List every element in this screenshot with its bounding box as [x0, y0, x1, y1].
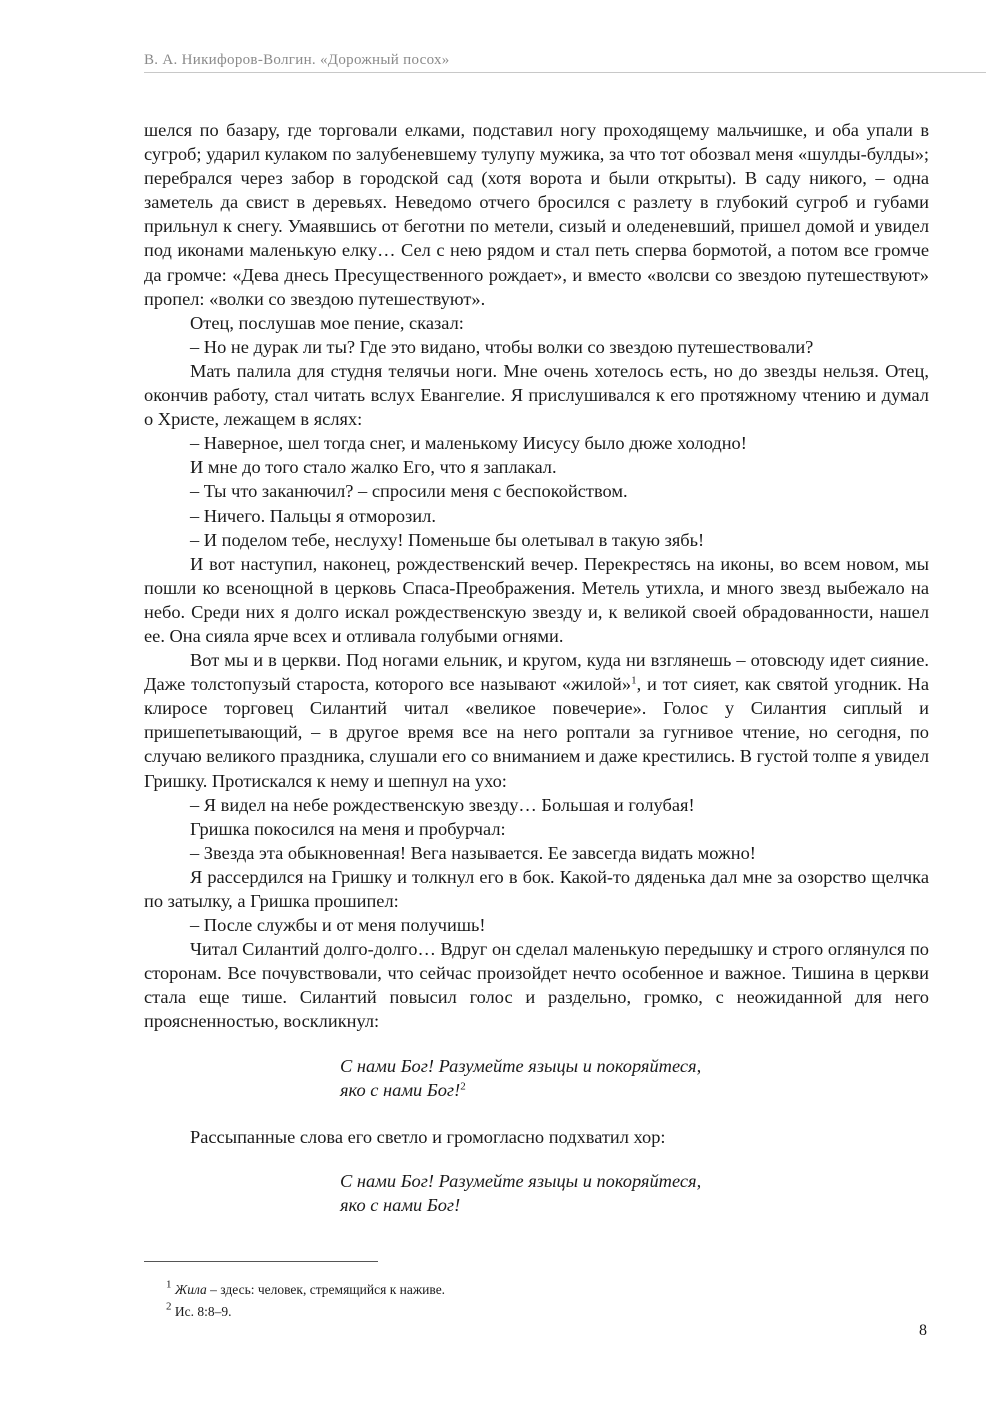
footnotes: [166, 1279, 445, 1323]
footnote-ref-2[interactable]: 2: [460, 1080, 466, 1093]
paragraph: Мать палила для студня телячьи ноги. Мне очень хотелось есть, но до звезды нельзя. Отец, окончив работу, стал читать вслух Евангелие. Я прислушивался к его протяжному чтению и думал о Христе, лежащем в яслях:: [144, 360, 929, 430]
paragraph: шелся по базару, где торговали елками, подставил ногу проходящему мальчишке, и оба упали в сугроб; ударил кулаком по залубеневшему тулупу мужика, за что тот обозвал меня «шулды-булды»; перебрался через забор в городской сад (хотя ворота и были открыты). В саду никого, – одна заметель да свист в деревьях. Неведомо отчего бросился с разлету в глубокий сугроб и губами прильнул к снегу. Умаявшись от беготни по метели, сизый и оледеневший, пришел домой и увидел под иконами маленькую елку… Сел с нею рядом и стал петь сперва бормотой, а потом все громче да громче: «Дева днесь Пресущественного рождает», и вместо «волсви со звездою путешествуют» пропел: «волки со звездою путешествуют».: [144, 120, 929, 309]
paragraph: Гришка покосился на меня и пробурчал:: [190, 818, 506, 839]
verse-line: [340, 1078, 929, 1103]
running-header: В. А. Никифоров-Волгин. «Дорожный посох»: [144, 52, 450, 68]
paragraph: И мне до того стало жалко Его, что я заплакал.: [190, 457, 557, 478]
paragraph: Читал Силантий долго-долго… Вдруг он сделал маленькую передышку и строго оглянулся по сторонам. Все почувствовали, что сейчас произойдет нечто особенное и важное. Тишина в церкви стала еще тише. Силантий повысил голос и раздельно, громко, с неожиданной для него проясненностью, воскликнул:: [144, 939, 929, 1032]
verse-quote-2: [340, 1169, 929, 1218]
footnote-divider: [144, 1261, 378, 1262]
footnote-term: Жила: [174, 1282, 207, 1297]
paragraph: – После службы и от меня получишь!: [190, 915, 486, 936]
page-body: [144, 118, 929, 1240]
paragraph: – Ничего. Пальцы я отморозил.: [190, 505, 436, 526]
footnote-ref-1[interactable]: 1: [631, 674, 637, 687]
verse-quote-1: [340, 1054, 929, 1103]
verse-line: яко с нами Бог!: [340, 1195, 461, 1216]
paragraph: – Звезда эта обыкновенная! Вега называется. Ее завсегда видать можно!: [190, 842, 756, 863]
paragraph-text: Вот мы и в церкви. Под ногами ельник, и кругом, куда ни взглянешь – отовсюду идет сияние. Даже толстопузый староста, которого все называют «жилой»: [144, 650, 929, 695]
paragraph: Я рассердился на Гришку и толкнул его в бок. Какой-то дяденька дал мне за озорство щелчка по затылку, а Гришка прошипел:: [144, 866, 929, 911]
footnote-2: [166, 1301, 445, 1323]
paragraph: – Ты что заканючил? – спросили меня с беспокойством.: [190, 481, 628, 502]
verse-line: С нами Бог! Разумейте языцы и покоряйтеся,: [340, 1055, 702, 1076]
footnote-mark: 1: [166, 1278, 172, 1291]
paragraph: – Но не дурак ли ты? Где это видано, чтобы волки со звездою путешествовали?: [190, 336, 814, 357]
paragraph: Рассыпанные слова его светло и громогласно подхватил хор:: [190, 1126, 666, 1147]
paragraph: [144, 648, 929, 793]
paragraph: – Наверное, шел тогда снег, и маленькому Иисусу было дюже холодно!: [190, 433, 747, 454]
footnote-1: [166, 1279, 445, 1301]
verse-line: С нами Бог! Разумейте языцы и покоряйтеся,: [340, 1170, 702, 1191]
verse-line-text: яко с нами Бог!: [340, 1080, 461, 1101]
paragraph: – И поделом тебе, неслуху! Поменьше бы олетывал в такую зябь!: [190, 529, 705, 550]
footnote-text: Ис. 8:8–9.: [174, 1304, 232, 1319]
header-divider: [144, 72, 986, 73]
paragraph-text: , и тот сияет, как святой угодник. На клиросе торговец Силантий читал «великое повечерие». Голос у Силантия сиплый и пришепетывающий, – в другое время все на него роптали за гугнивое чтение, но сегодня, по случаю великого праздника, слушали его со вниманием и даже крестились. В густой толпе я увидел Гришку. Протискался к нему и шепнул на ухо:: [144, 674, 929, 791]
paragraph: И вот наступил, наконец, рождественский вечер. Перекрестясь на иконы, во всем новом, мы пошли ко всенощной в церковь Спаса-Преображения. Метель утихла, и много звезд выбежало на небо. Среди них я долго искал рождественскую звезду и, к великой своей обрадованности, нашел ее. Она сияла ярче всех и отливала голубыми огнями.: [144, 553, 929, 646]
paragraph: Отец, послушав мое пение, сказал:: [190, 312, 464, 333]
paragraph: – Я видел на небе рождественскую звезду… Большая и голубая!: [190, 794, 695, 815]
footnote-text: – здесь: человек, стремящийся к наживе.: [206, 1282, 446, 1297]
page-number: 8: [919, 1322, 927, 1339]
footnote-mark: 2: [166, 1300, 172, 1313]
